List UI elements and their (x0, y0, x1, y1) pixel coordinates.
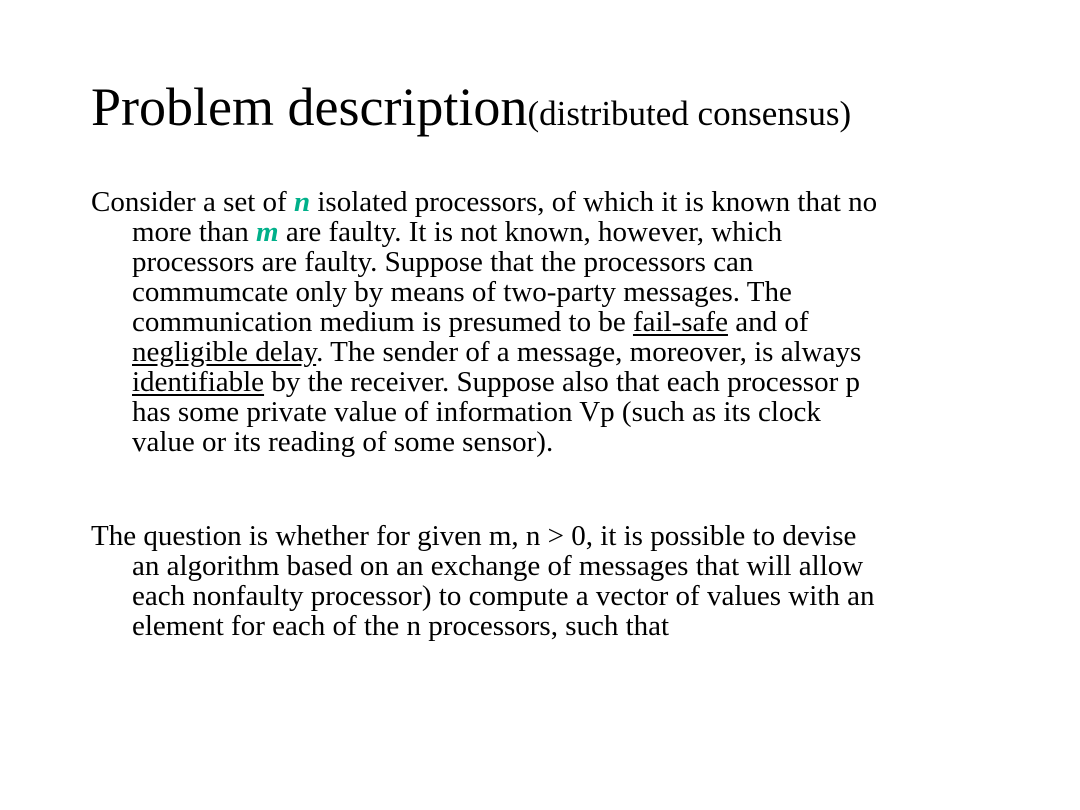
paragraph-2-line-4: element for each of the n processors, such that (132, 610, 670, 642)
title-subtitle: (distributed consensus) (527, 94, 852, 133)
text-segment: Consider a set of (91, 186, 294, 218)
underlined-term-negligible-delay: negligible delay (132, 336, 317, 368)
text-segment: communication medium is presumed to be (132, 306, 633, 338)
paragraph-problem-statement (91, 187, 1051, 457)
text-segment: isolated processors, of which it is known that no (310, 186, 878, 218)
paragraph-1-line-7 (91, 367, 1051, 397)
paragraph-1-line-2 (91, 217, 1051, 247)
paragraph-1-line-5 (91, 307, 1051, 337)
paragraph-1-line-4: commumcate only by means of two-party messages. The (132, 276, 792, 308)
paragraph-1-line-8: has some private value of information Vp (such as its clock (132, 396, 821, 428)
paragraph-1-line-6 (91, 337, 1051, 367)
variable-m: m (256, 216, 279, 248)
underlined-term-identifiable: identifiable (132, 366, 265, 398)
variable-n: n (293, 186, 311, 218)
slide-title (91, 77, 852, 137)
text-segment: and of (727, 306, 809, 338)
title-main: Problem description (91, 77, 528, 137)
paragraph-2-line-3: each nonfaulty processor) to compute a vector of values with an (132, 580, 875, 612)
paragraph-2-line-1: The question is whether for given m, n > 0, it is possible to devise (91, 520, 857, 552)
text-segment: more than (132, 216, 257, 248)
paragraph-question (91, 521, 1051, 641)
text-segment: are faulty. It is not known, however, which (278, 216, 783, 248)
paragraph-1-line-1 (91, 187, 1051, 217)
paragraph-1-line-3: processors are faulty. Suppose that the processors can (132, 246, 754, 278)
text-segment: by the receiver. Suppose also that each processor p (264, 366, 860, 398)
text-segment: . The sender of a message, moreover, is always (316, 336, 862, 368)
paragraph-2-line-2: an algorithm based on an exchange of messages that will allow (132, 550, 864, 582)
paragraph-1-line-9: value or its reading of some sensor). (132, 426, 554, 458)
underlined-term-fail-safe: fail-safe (632, 306, 728, 338)
